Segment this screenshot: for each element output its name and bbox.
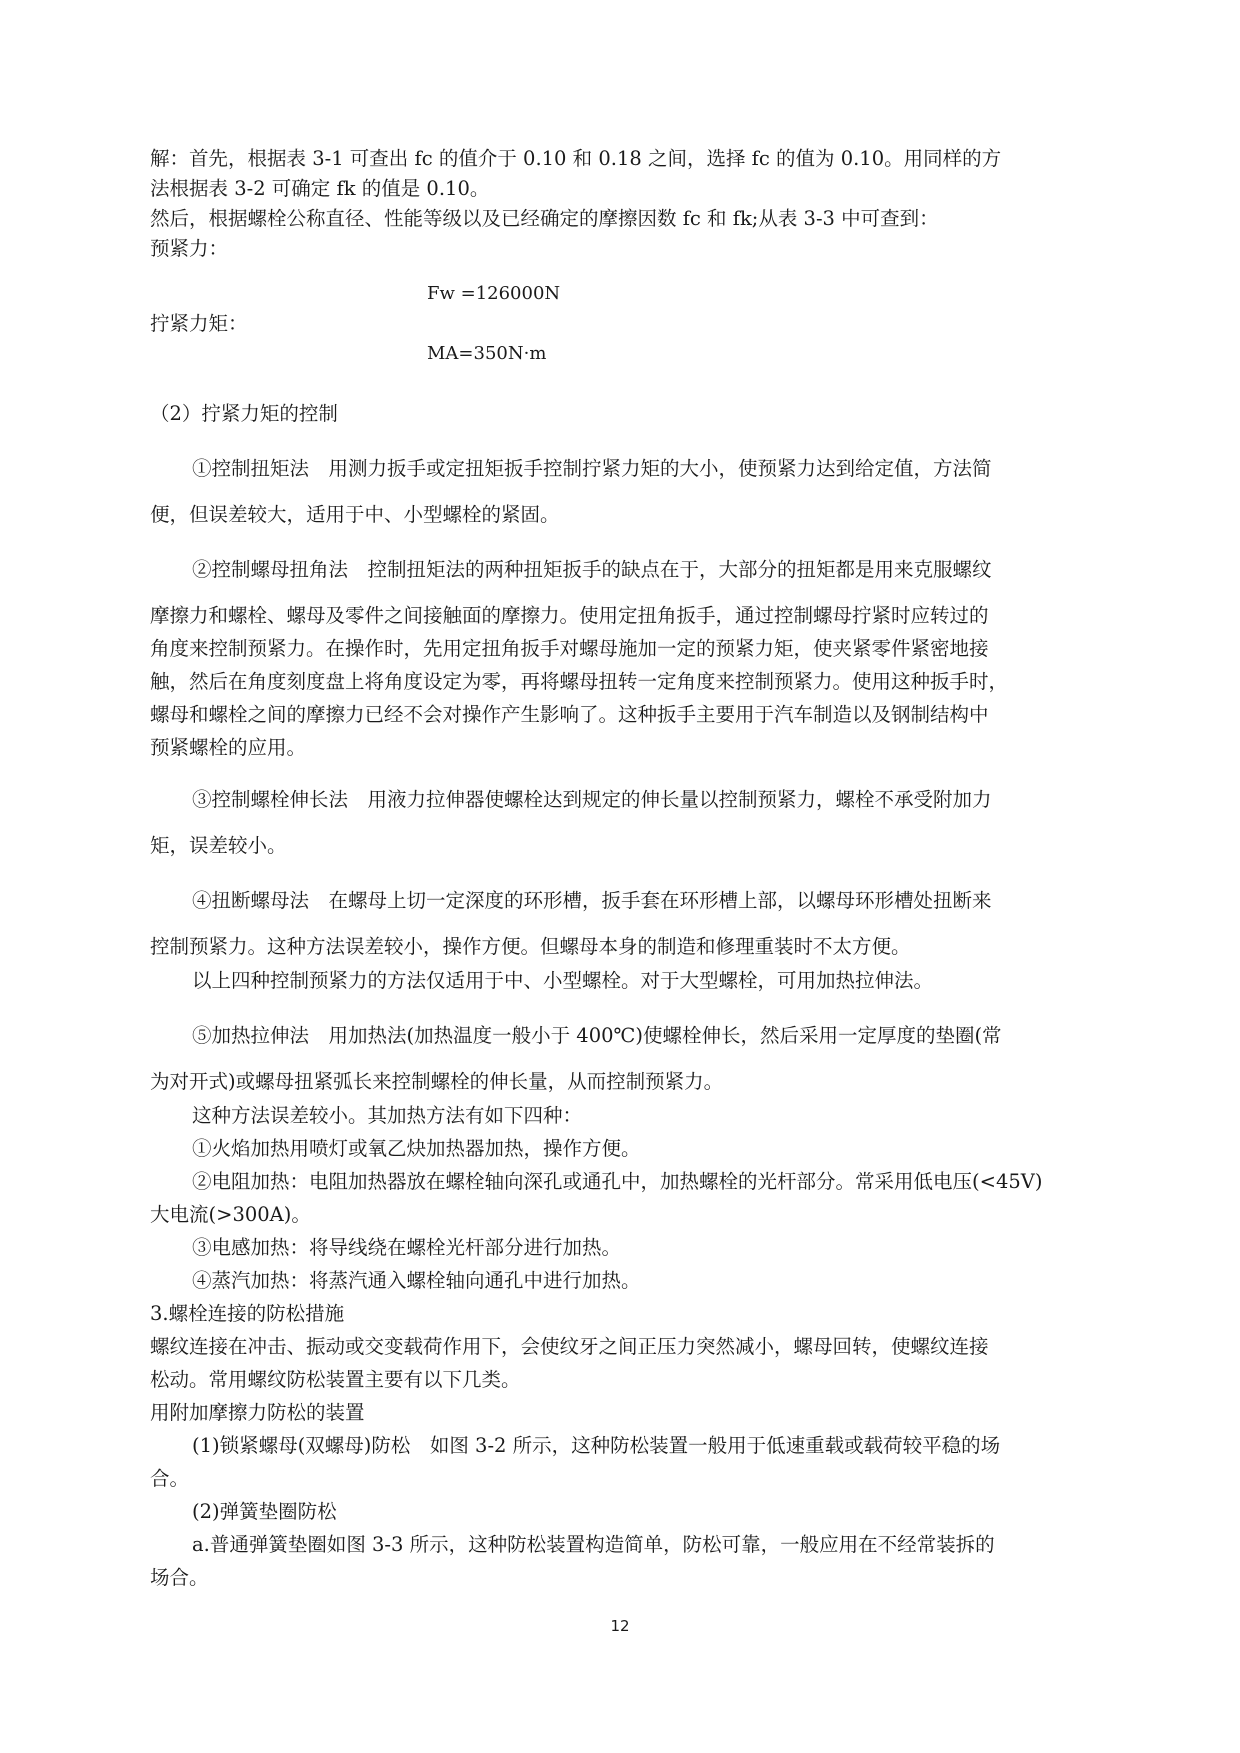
paragraph-line: 预紧螺栓的应用。: [150, 736, 307, 759]
paragraph-line: 这种方法误差较小。其加热方法有如下四种：: [192, 1104, 583, 1127]
paragraph-line: 角度来控制预紧力。在操作时，先用定扭角扳手对螺母施加一定的预紧力矩，使夹紧零件紧密地接: [150, 637, 989, 660]
label-line: 拧紧力矩：: [150, 312, 248, 335]
formula-torque: MA=350N·m: [427, 343, 547, 364]
section-heading: （2）拧紧力矩的控制: [150, 402, 338, 425]
paragraph-line: 控制预紧力。这种方法误差较小，操作方便。但螺母本身的制造和修理重装时不太方便。: [150, 935, 911, 958]
paragraph-line: 松动。常用螺纹防松装置主要有以下几类。: [150, 1368, 521, 1391]
paragraph-line: 场合。: [150, 1566, 209, 1589]
paragraph-line: ③控制螺栓伸长法 用液力拉伸器使螺栓达到规定的伸长量以控制预紧力，螺栓不承受附加力: [192, 788, 992, 811]
list-item: ④蒸汽加热：将蒸汽通入螺栓轴向通孔中进行加热。: [192, 1269, 641, 1292]
paragraph-line: 矩，误差较小。: [150, 834, 287, 857]
paragraph-line: 螺母和螺栓之间的摩擦力已经不会对操作产生影响了。这种扳手主要用于汽车制造以及钢制结构中: [150, 703, 989, 726]
paragraph-line: 以上四种控制预紧力的方法仅适用于中、小型螺栓。对于大型螺栓，可用加热拉伸法。: [192, 969, 934, 992]
paragraph-line: 为对开式)或螺母扭紧弧长来控制螺栓的伸长量，从而控制预紧力。: [150, 1070, 724, 1093]
paragraph-line: (1)锁紧螺母(双螺母)防松 如图 3-2 所示，这种防松装置一般用于低速重载或载荷较平稳的场: [192, 1434, 1001, 1457]
subheading: 用附加摩擦力防松的装置: [150, 1401, 365, 1424]
paragraph-line: 合。: [150, 1467, 190, 1490]
paragraph-line: ②控制螺母扭角法 控制扭矩法的两种扭矩扳手的缺点在于，大部分的扭矩都是用来克服螺纹: [192, 558, 992, 581]
paragraph-line: ⑤加热拉伸法 用加热法(加热温度一般小于 400℃)使螺栓伸长，然后采用一定厚度的垫圈(常: [192, 1024, 1002, 1047]
page-number: 12: [610, 1617, 630, 1635]
paragraph-line: 解：首先，根据表 3-1 可查出 fc 的值介于 0.10 和 0.18 之间，选择 fc 的值为 0.10。用同样的方: [150, 147, 1002, 170]
paragraph-line: 触，然后在角度刻度盘上将角度设定为零，再将螺母扭转一定角度来控制预紧力。使用这种扳手时，: [150, 670, 1009, 693]
list-item: ②电阻加热：电阻加热器放在螺栓轴向深孔或通孔中，加热螺栓的光杆部分。常采用低电压(<45V): [192, 1170, 1043, 1193]
list-item: ①火焰加热用喷灯或氧乙炔加热器加热，操作方便。: [192, 1137, 641, 1160]
paragraph-line: a.普通弹簧垫圈如图 3-3 所示，这种防松装置构造简单，防松可靠，一般应用在不经常装拆的: [192, 1533, 995, 1556]
paragraph-line: 大电流(>300A)。: [150, 1203, 311, 1226]
paragraph-line: 法根据表 3-2 可确定 fk 的值是 0.10。: [150, 177, 490, 200]
list-item: ③电感加热：将导线绕在螺栓光杆部分进行加热。: [192, 1236, 622, 1259]
paragraph-line: ④扭断螺母法 在螺母上切一定深度的环形槽，扳手套在环形槽上部，以螺母环形槽处扭断来: [192, 889, 992, 912]
section-heading: 3.螺栓连接的防松措施: [150, 1302, 345, 1325]
paragraph-line: 摩擦力和螺栓、螺母及零件之间接触面的摩擦力。使用定扭角扳手，通过控制螺母拧紧时应转过的: [150, 604, 989, 627]
paragraph-line: ①控制扭矩法 用测力扳手或定扭矩扳手控制拧紧力矩的大小，使预紧力达到给定值，方法简: [192, 457, 992, 480]
paragraph-line: (2)弹簧垫圈防松: [192, 1500, 337, 1523]
paragraph-line: 螺纹连接在冲击、振动或交变载荷作用下，会使纹牙之间正压力突然减小，螺母回转，使螺纹连接: [150, 1335, 989, 1358]
paragraph-line: 便，但误差较大，适用于中、小型螺栓的紧固。: [150, 503, 560, 526]
label-line: 预紧力：: [150, 237, 229, 260]
paragraph-line: 然后，根据螺栓公称直径、性能等级以及已经确定的摩擦因数 fc 和 fk;从表 3-3 中可查到：: [150, 207, 939, 230]
formula-preload: Fw =126000N: [427, 283, 561, 304]
